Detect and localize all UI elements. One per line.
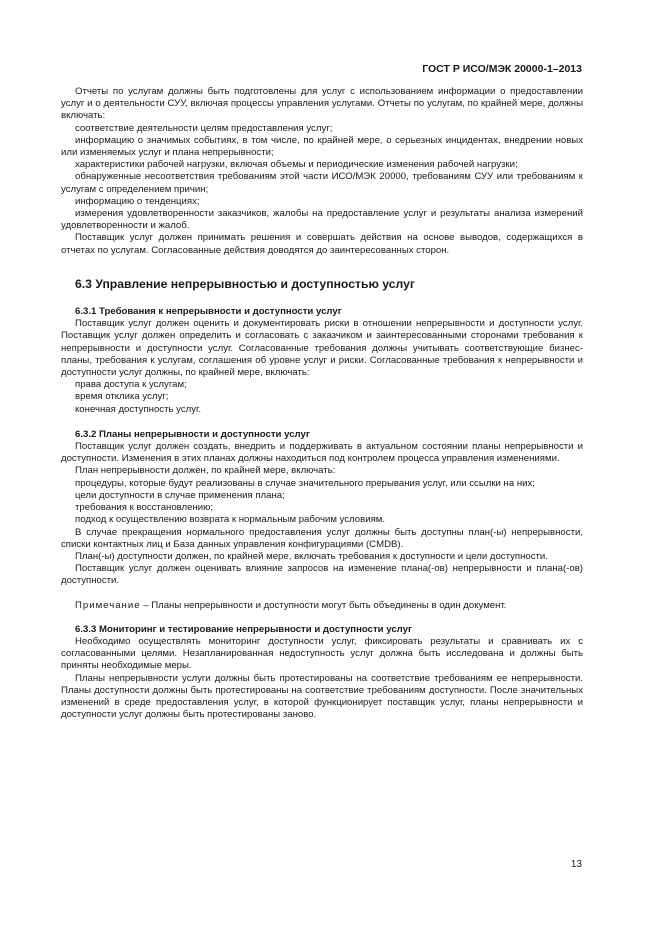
- note-text: – Планы непрерывности и доступности могут быть объединены в один документ.: [140, 599, 507, 611]
- page-number: 13: [570, 859, 582, 870]
- paragraph: Поставщик услуг должен принимать решения и совершать действия на основе выводов, содержащихся в отчетах по услугам. Согласованные действия доводятся до заинтересованных сторон.: [61, 232, 583, 256]
- list-item: подход к осуществлению возврата к нормальным рабочим условиям.: [75, 514, 386, 526]
- paragraph: В случае прекращения нормального предоставления услуг должны быть доступны план(-ы) непрерывности, списки контактных лиц и База данных управления конфигурациями (CMDB).: [61, 526, 583, 550]
- list-item: права доступа к услугам;: [75, 379, 187, 391]
- list-item: процедуры, которые будут реализованы в случае значительного прерывания услуг, или ссылки на них;: [75, 477, 535, 489]
- list-item: соответствие деятельности целям предоставления услуг;: [75, 122, 333, 134]
- note: [61, 600, 583, 612]
- subsection-heading-6-3-1: 6.3.1 Требования к непрерывности и доступности услуг: [75, 306, 342, 318]
- subsection-heading-6-3-3: 6.3.3 Мониторинг и тестирование непрерывности и доступности услуг: [75, 623, 412, 635]
- list-item: время отклика услуг;: [75, 391, 169, 403]
- list-item: измерения удовлетворенности заказчиков, жалобы на предоставление услуг и результаты анализа измерений удовлетворенности и жалоб.: [61, 208, 583, 232]
- paragraph: Необходимо осуществлять мониторинг доступности услуг, фиксировать результаты и сравнивать их с согласованными целями. Незапланированная недоступность услуг должна быть исследована и должны быть приняты необходимые меры.: [61, 635, 583, 672]
- note-label: Примечание: [75, 599, 141, 611]
- paragraph: План непрерывности должен, по крайней мере, включать:: [75, 465, 336, 477]
- paragraph: Поставщик услуг должен создать, внедрить и поддерживать в актуальном состоянии планы непрерывности и доступности. Изменения в этих планах должны находиться под контролем процесса управления изменениями.: [61, 441, 583, 465]
- paragraph: Планы непрерывности услуги должны быть протестированы на соответствие требованиям ее непрерывности. Планы доступности должны быть протестированы на соответствие требованиям доступности. После значительных изменений в среде предоставления услуг, в которой функционирует поставщик услуг, планы непрерывности и доступности услуг должны быть протестированы заново.: [61, 672, 583, 721]
- paragraph: Поставщик услуг должен оценивать влияние запросов на изменение плана(-ов) непрерывности и плана(-ов) доступности.: [61, 563, 583, 587]
- subsection-heading-6-3-2: 6.3.2 Планы непрерывности и доступности услуг: [75, 428, 310, 440]
- list-item: информацию о тенденциях;: [75, 195, 200, 207]
- section-heading-6-3: 6.3 Управление непрерывностью и доступностью услуг: [75, 276, 415, 291]
- list-item: обнаруженные несоответствия требованиям этой части ИСО/МЭК 20000, требованиям СУУ или требованиям к услугам с определением причин;: [61, 171, 583, 195]
- list-item: конечная доступность услуг.: [75, 403, 202, 415]
- paragraph: План(-ы) доступности должен, по крайней мере, включать требования к доступности и цели доступности.: [75, 550, 548, 562]
- list-item: требования к восстановлению;: [75, 502, 213, 514]
- document-header: ГОСТ Р ИСО/МЭК 20000-1–2013: [422, 63, 582, 75]
- page-content: [61, 86, 583, 721]
- paragraph: Отчеты по услугам должны быть подготовлены для услуг с использованием информации о предоставлении услуг и о деятельности СУУ, включая процессы управления услугами. Отчеты по услугам, по крайней мере, должны включать:: [61, 86, 583, 122]
- paragraph: Поставщик услуг должен оценить и документировать риски в отношении непрерывности и доступности услуг. Поставщик услуг должен определить и согласовать с заказчиком и заинтересованными сторонами требования к непрерывности и доступности услуг. Согласованные требования должны учитывать соответствующие бизнес-планы, требования к услугам, соглашения об уровне услуг и риски. Согласованные требования к непрерывности и доступности услуг должны, по крайней мере, включать:: [61, 318, 583, 379]
- list-item: характеристики рабочей нагрузки, включая объемы и периодические изменения рабочей нагрузки;: [75, 159, 518, 171]
- list-item: информацию о значимых событиях, в том числе, по крайней мере, о серьезных инцидентах, внедрении новых или изменяемых услуг и плана непрерывности;: [61, 134, 583, 159]
- list-item: цели доступности в случае применения плана;: [75, 489, 285, 501]
